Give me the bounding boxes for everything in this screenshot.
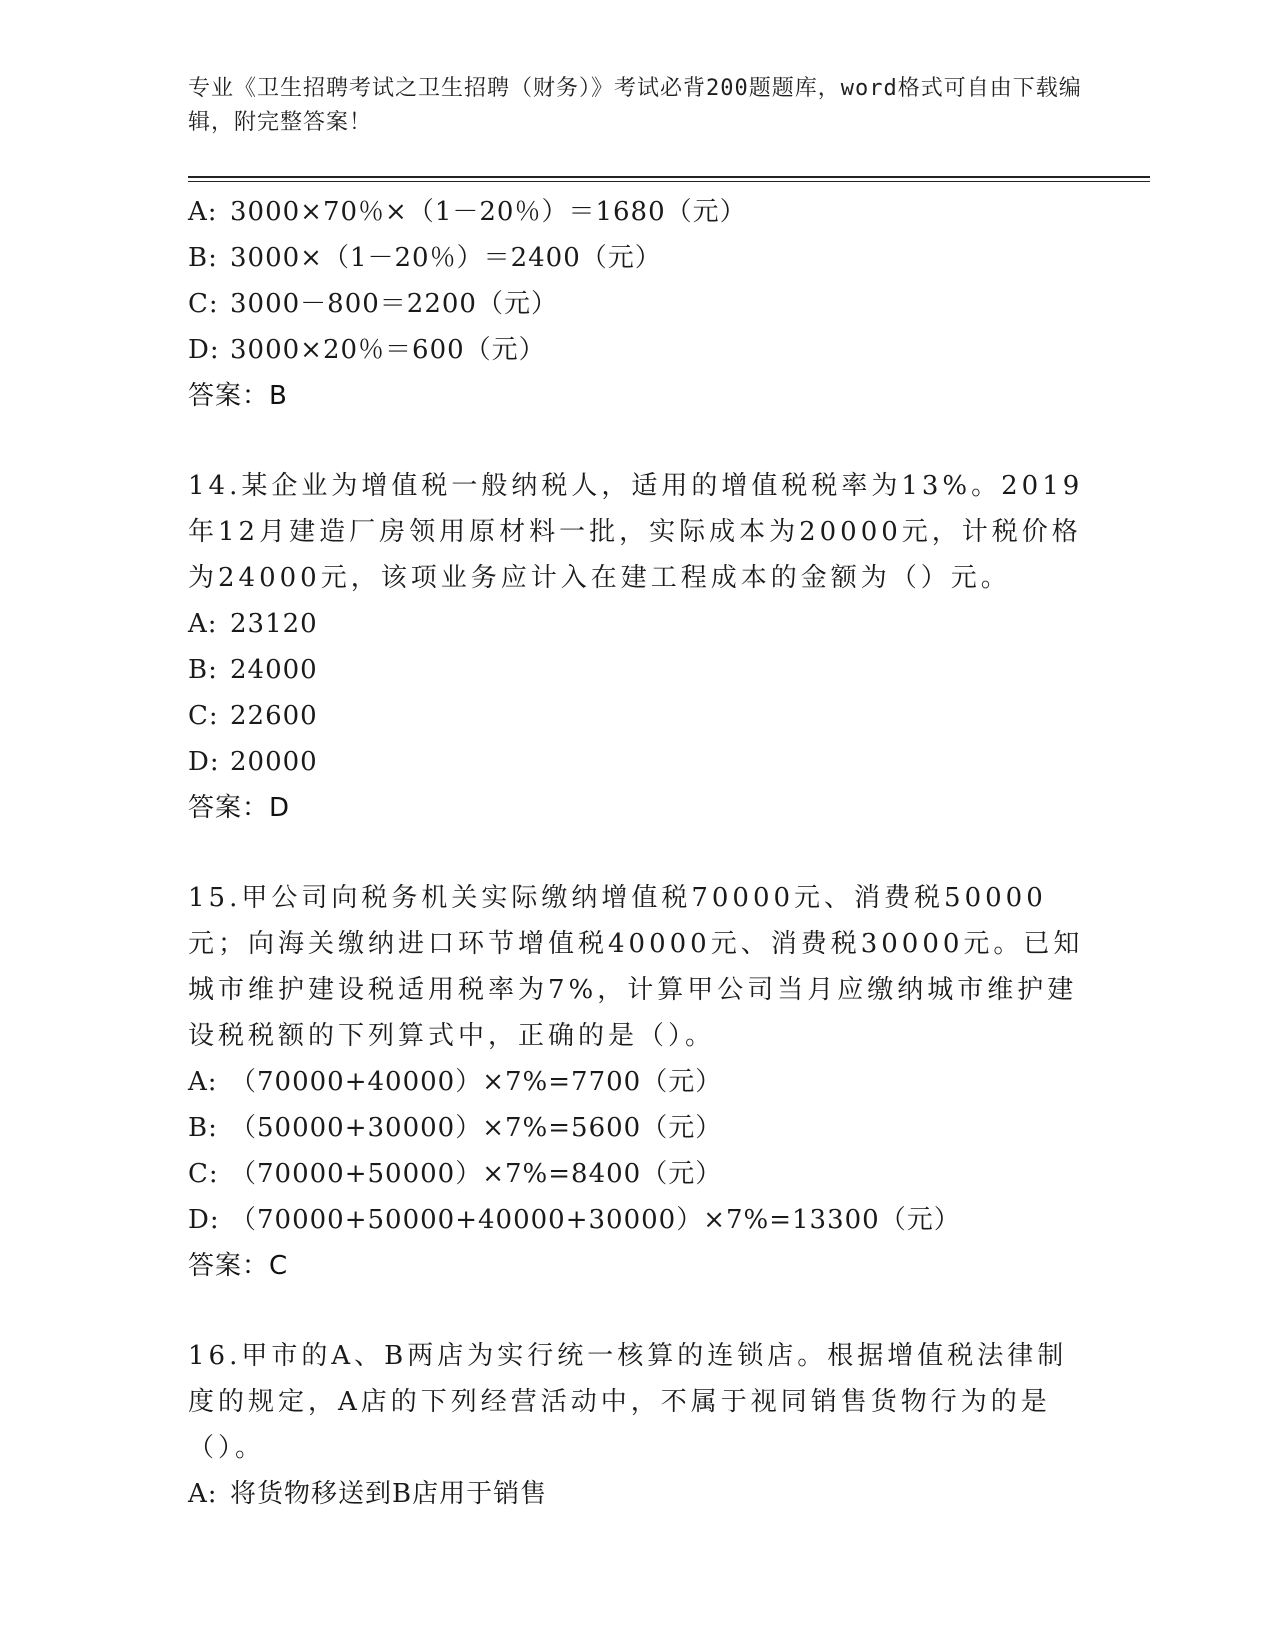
option-label: B: [188,1113,218,1143]
option-d [188,327,1088,373]
option-b [188,1105,1088,1151]
option-label: C: [188,701,219,731]
option-text: 22600 [230,701,318,731]
option-text: （70000+40000）×7%=7700（元） [230,1067,723,1097]
option-text: （50000+30000）×7%=5600（元） [230,1113,723,1143]
option-text: （70000+50000+40000+30000）×7%=13300（元） [230,1205,961,1235]
question-stem: 15.甲公司向税务机关实际缴纳增值税70000元、消费税50000元；向海关缴纳进口环节增值税40000元、消费税30000元。已知城市维护建设税适用税率为7%，计算甲公司当月应缴纳城市维护建设税税额的下列算式中，正确的是（）。 [188,883,1084,1051]
option-label: B: [188,243,218,273]
option-c [188,1151,1088,1197]
option-b [188,235,1088,281]
answer-line: 答案：D [188,793,291,823]
option-text: 3000×20％＝600（元） [230,335,546,365]
option-text: 23120 [230,609,318,639]
question-15 [188,875,1088,1289]
option-label: D: [188,1205,220,1235]
option-text: （70000+50000）×7%=8400（元） [230,1159,723,1189]
option-d [188,739,1088,785]
previous-question-tail [188,189,1088,419]
option-b [188,647,1088,693]
header-divider-thin [188,181,1150,182]
option-text: 20000 [230,747,318,777]
option-label: C: [188,289,219,319]
option-a [188,601,1088,647]
option-text: 3000×70％×（1－20％）＝1680（元） [230,197,747,227]
option-a [188,1059,1088,1105]
question-stem: 14.某企业为增值税一般纳税人，适用的增值税税率为13%。2019年12月建造厂房领用原材料一批，实际成本为20000元，计税价格为24000元，该项业务应计入在建工程成本的金额为（）元。 [188,471,1084,593]
option-text: 将货物移送到B店用于销售 [230,1479,548,1509]
option-a [188,1471,1088,1517]
option-text: 3000×（1－20％）＝2400（元） [230,243,662,273]
option-text: 24000 [230,655,318,685]
option-label: A: [188,609,218,639]
option-label: B: [188,655,218,685]
option-a [188,189,1088,235]
answer-line: 答案：B [188,381,288,411]
option-text: 3000－800＝2200（元） [230,289,558,319]
header-divider-thick [188,176,1150,178]
option-label: D: [188,335,220,365]
option-label: A: [188,1067,218,1097]
option-d [188,1197,1088,1243]
question-16 [188,1333,1088,1517]
document-body [188,189,1088,1517]
option-label: A: [188,1479,218,1509]
answer-line: 答案：C [188,1251,289,1281]
question-stem: 16.甲市的A、B两店为实行统一核算的连锁店。根据增值税法律制度的规定，A店的下列经营活动中，不属于视同销售货物行为的是（）。 [188,1341,1068,1463]
option-c [188,281,1088,327]
option-label: C: [188,1159,219,1189]
option-label: D: [188,747,220,777]
question-14 [188,463,1088,831]
option-c [188,693,1088,739]
option-label: A: [188,197,218,227]
document-header: 专业《卫生招聘考试之卫生招聘（财务）》考试必背200题题库，word格式可自由下载编辑，附完整答案！ [188,76,1082,135]
